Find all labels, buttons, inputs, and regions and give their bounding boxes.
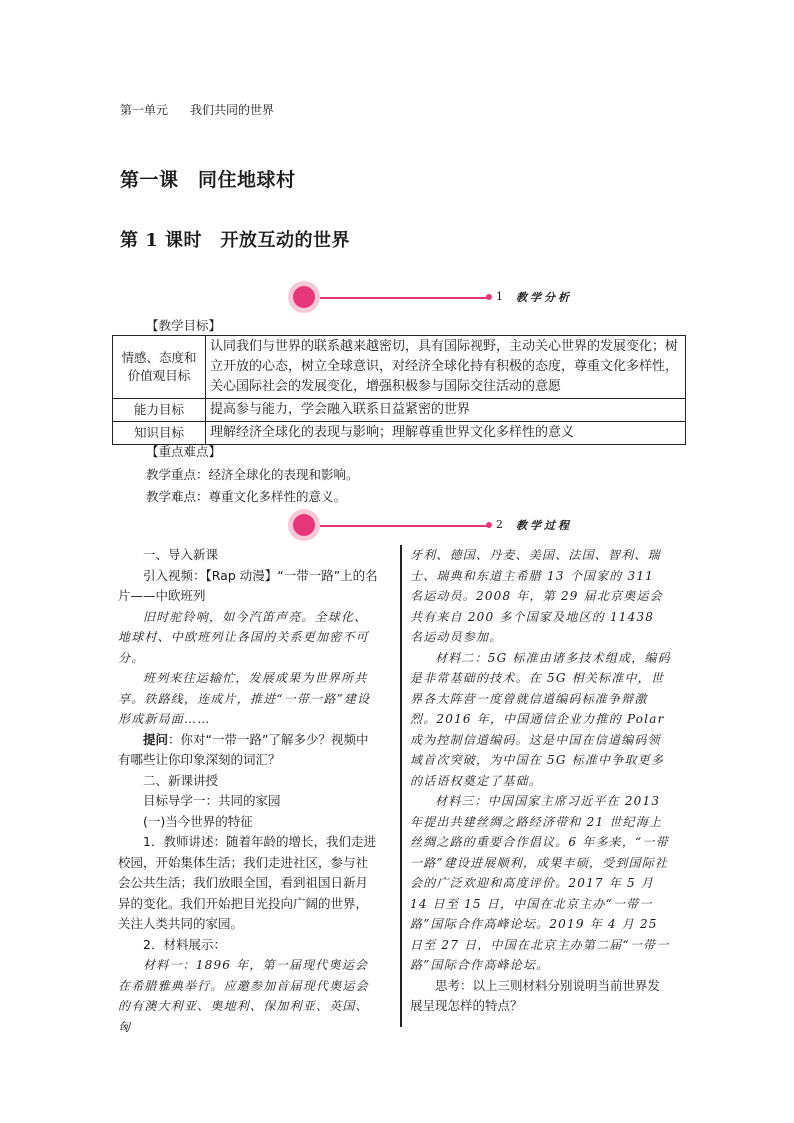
question-text: ：你对“一带一路”了解多少？视频中有哪些让你印象深刻的词汇？ [118, 731, 369, 767]
goals-table [112, 335, 686, 445]
section-number: 1 [496, 290, 503, 303]
table-row [113, 336, 686, 399]
column-divider [400, 545, 402, 1027]
question-label: 提问 [143, 731, 169, 747]
banner-line [320, 525, 488, 527]
goal-key: 情感、态度和价值观目标 [113, 336, 206, 399]
unit-label: 第一单元 [120, 103, 169, 117]
heading-new-lesson: 二、新课讲授 [143, 772, 219, 788]
goal-key: 知识目标 [113, 422, 206, 445]
right-column [410, 545, 672, 1017]
lesson-title: 第一课 同住地球村 [120, 169, 296, 191]
goal-value: 提高参与能力，学会融入联系日益紧密的世界 [206, 399, 686, 422]
running-header [120, 101, 274, 118]
verse-1: 旧时驼铃响，如今汽笛声亮。全球化、地球村、中欧班列让各国的关系更加密不可分。 [118, 609, 369, 665]
circle-badge-icon [288, 281, 320, 313]
section-number: 2 [496, 518, 503, 531]
key-difficulty: 教学难点：尊重文化多样性的意义。 [146, 489, 347, 504]
goal-value: 认同我们与世界的联系越来越密切，具有国际视野，主动关心世界的发展变化；树立开放的心态，树立全球意识，对经济全球化持有积极的态度，尊重文化多样性，关心国际社会的发展变化，增强积极参与国际交往活动的意愿 [206, 336, 686, 399]
goal-value: 理解经济全球化的表现与影响；理解尊重世界文化多样性的意义 [206, 422, 686, 445]
material-1: 材料一：1896 年，第一届现代奥运会在希腊雅典举行。应邀参加首届现代奥运会的有澳大利亚、奥地利、保加利亚、英国、匈 [118, 958, 369, 1034]
section-banner-process [288, 509, 608, 545]
goal-key: 能力目标 [113, 399, 206, 422]
question [118, 730, 380, 771]
intro-video: 引入视频：【Rap 动漫】“一带一路”上的名片——中欧班列 [118, 567, 378, 603]
left-column [118, 545, 380, 1037]
table-row [113, 399, 686, 422]
verse-2: 班列来往运输忙，发展成果为世界所共享。铁路线，连成片，推进“一带一路”建设形成新局面…… [118, 671, 371, 726]
section-caption: 教学分析 [516, 291, 572, 304]
paragraph-material-intro: 2．材料展示： [143, 936, 226, 952]
paragraph-teacher: 1．教师讲述：随着年龄的增长，我们走进校园，开始集体生活；我们走进社区，参与社会公共生活；我们放眼全国，看到祖国日新月异的变化。我们开始把目光投向广阔的世界，关注人类共同的家园。 [118, 834, 376, 931]
keypoints-heading: 【重点难点】 [146, 444, 222, 459]
key-focus: 教学重点：经济全球化的表现和影响。 [146, 467, 359, 482]
section-banner-analysis [288, 281, 608, 317]
material-1-continued: 牙利、德国、丹麦、美国、法国、智利、瑞士、瑞典和东道主希腊 13 个国家的 311 名运动员。2008 年，第 29 届北京奥运会共有来自 200 多个国家及地区的 11438 名运动员参加。 [410, 548, 663, 644]
think-question: 思考：以上三则材料分别说明当前世界发展呈现怎样的特点？ [410, 977, 661, 1013]
circle-badge-icon [288, 509, 320, 541]
section-caption: 教学过程 [516, 519, 572, 532]
period-title: 第 1 课时 开放互动的世界 [120, 230, 351, 251]
banner-line [320, 297, 488, 299]
heading-intro: 一、导入新课 [143, 547, 219, 562]
subheading-1: (一)当今世界的特征 [143, 813, 253, 829]
unit-title: 我们共同的世界 [190, 103, 275, 117]
goal-guide-1: 目标导学一：共同的家园 [143, 793, 281, 808]
goals-heading: 【教学目标】 [146, 318, 222, 333]
material-2: 材料二：5G 标准由诸多技术组成，编码是非常基础的技术。在 5G 相关标准中，世界各大阵营一度曾就信道编码标准争辩激烈。2016 年，中国通信企业力推的 Polar 成为控制信道编码。这是中国在信道编码领域首次突破，为中国在 5G 标准中争取更多的话语权奠定了基础。 [410, 650, 671, 788]
material-3: 材料三：中国国家主席习近平在 2013 年提出共建丝绸之路经济带和 21 世纪海上丝绸之路的重要合作倡议。6 年多来，“一带一路”建设进展顺利，成果丰硕，受到国际社会的广泛欢迎和高度评价。2017 年 5 月 14 日至 15 日，中国在北京主办“一带一路”国际合作高峰论坛。2019 年 4 月 25 日至 27 日，中国在北京主办第二届“一带一路”国际合作高峰论坛。 [410, 794, 670, 972]
